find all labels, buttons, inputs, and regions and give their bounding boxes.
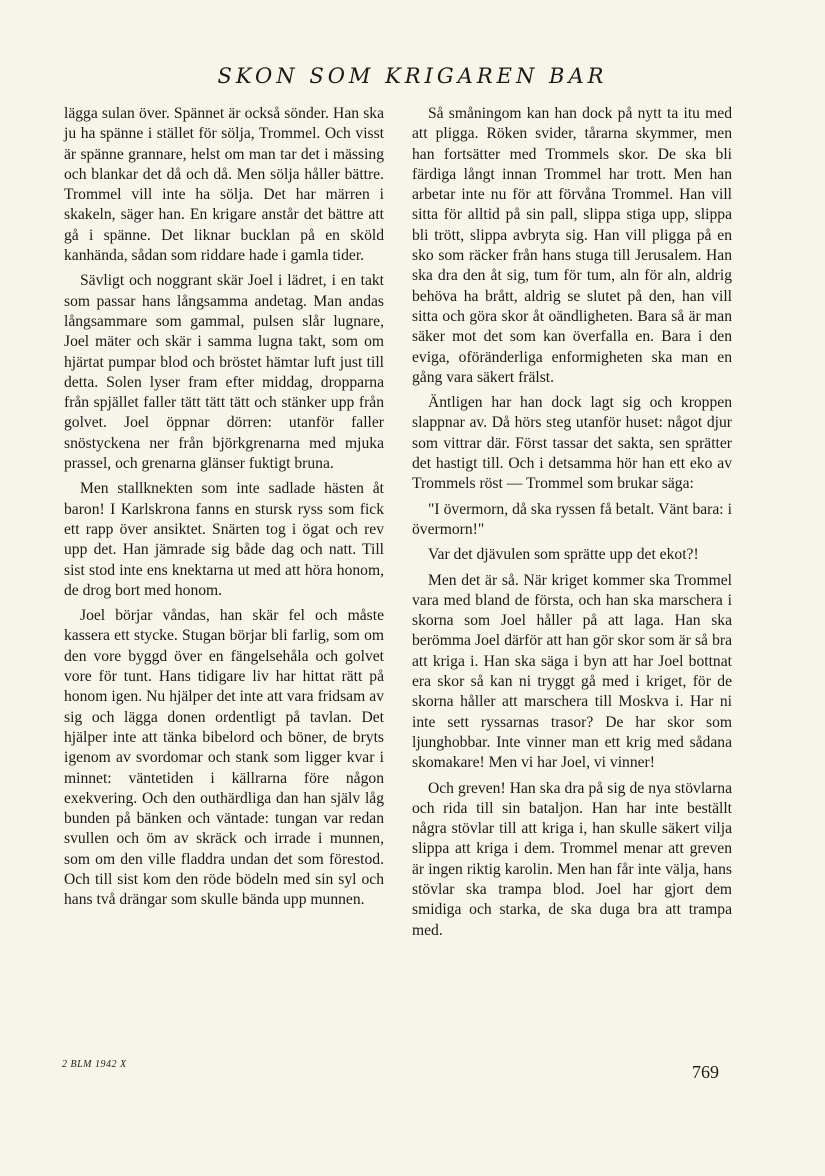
paragraph: Men stallknekten som inte sadlade hästen åt baron! I Karlskrona fanns en stursk ryss som fick ett rapp över ansiktet. Snärten tog i ögat och rev upp det. Han jämrade sig både dag och natt. Till sist stod inte ens knektarna ut med att höra honom, de drog bort med honom. (64, 480, 384, 599)
quotation: "I övermorn, då ska ryssen få betalt. Vänt bara: i övermorn!" (412, 500, 732, 538)
page-number: 769 (692, 1062, 719, 1082)
right-column (412, 104, 732, 946)
paragraph: Och greven! Han ska dra på sig de nya stövlarna och rida till sin bataljon. Han har inte beställt några stövlar till att kriga i, han skulle säkert vilja slippa att kriga i dem. Trommel menar att greven är ingen riktig karolin. Men han får inte välja, hans stövlar ska trampa blod. Joel har gjort dem smidiga och starka, de ska duga bra att trampa med. (412, 779, 732, 939)
printer-signature: 2 BLM 1942 X (62, 1059, 127, 1070)
paragraph: Så småningom kan han dock på nytt ta itu med att pligga. Röken svider, tårarna skymmer, men han fortsätter med Trommels skor. De ska bli färdiga långt innan Trommel har trott. Men han arbetar inte nu för att förvåna Trommel. Han vill sitta för alltid på sin pall, slippa stiga upp, slippa bli trött, slippa avbryta sig. Han vill pligga på en sko som räcker från hans stuga till Jerusalem. Han ska dra den åt sig, tum för tum, aln för aln, aldrig behöva ha brått, aldrig se slutet på den, han vill sitta och göra skor åt oändligheten. Bara så är man säker mot det som kan överfalla en. Bara i den eviga, oföränderliga enformigheten ska man en gång vara säkert frälst. (412, 105, 732, 386)
paragraph: Äntligen har han dock lagt sig och kroppen slappnar av. Då hörs steg utanför huset: något djur som vittrar där. Först tassar det sakta, sen sprätter det hastigt till. Och i detsamma hör han ett eko av Trommels röst — Trommel som brukar säga: (412, 394, 732, 493)
paragraph: lägga sulan över. Spännet är också sönder. Han ska ju ha spänne i stället för sölja, Trommel. Och visst är spänne grannare, helst om man tar det i mässing och blankar det då och då. Men sölja håller bättre. Trommel vill inte ha sölja. Det har märren i skakeln, säger han. En krigare anstår det bättre att gå i spänne. Det liknar bucklan på en sköld kanhända, sådan som riddare hade i gamla tider. (64, 105, 384, 265)
running-head-title: SKON SOM KRIGAREN BAR (217, 64, 608, 88)
paragraph: Men det är så. När kriget kommer ska Trommel vara med bland de första, och han ska marschera i skorna som Joel håller på att laga. Han ska berömma Joel därför att han gör skor som är så bra att kriga i. Han ska säga i byn att har Joel bottnat era skor så kan ni tryggt gå med i kriget, för de skorna håller att marschera till Moskva i. Har ni inte sett ryssarnas trasor? De har skor som ljunghobbar. Inte vinner man ett krig med sådana skomakare! Men vi har Joel, vi vinner! (412, 571, 732, 772)
paragraph: Joel börjar våndas, han skär fel och måste kassera ett stycke. Stugan börjar bli farlig, som om den vore byggd över en fängelsehåla och golvet vore för tunt. Hans tidigare liv har hittat rätt på honom igen. Nu hjälper det inte att vara fridsam av sig och lägga donen ordentligt på tavlan. Det hjälper inte att tänka bibelord och böner, de bryts igenom av svordomar och stank som ligger kvar i minnet: väntetiden i källrarna före någon exekvering. Och den outhärdliga dan han själv låg bunden på bänken och väntade: tungan var redan svullen och öm av skräck och irrade i munnen, som om den ville fladdra undan det som förestod. Och till sist kom den röde bödeln med sin syl och hans två drängar som skulle bända upp munnen. (64, 607, 384, 909)
left-column (64, 104, 384, 916)
paragraph: Var det djävulen som sprätte upp det ekot?! (428, 546, 699, 564)
paragraph: Sävligt och noggrant skär Joel i lädret, i en takt som passar hans långsamma andetag. Man andas långsammare som gammal, pulsen slår lugnare, Joel mäter och skär i samma lugna takt, som om hjärtat pumpar blod och bröstet hämtar luft just till detta. Solen lyser fram efter middag, dropparna från spjället faller tätt tätt tätt och stänker upp från golvet. Joel öppnar dörren: utanför faller snöstyckena ner från björkgrenarna med mjuka prassel, och grenarna glänser fuktigt bruna. (64, 272, 384, 473)
